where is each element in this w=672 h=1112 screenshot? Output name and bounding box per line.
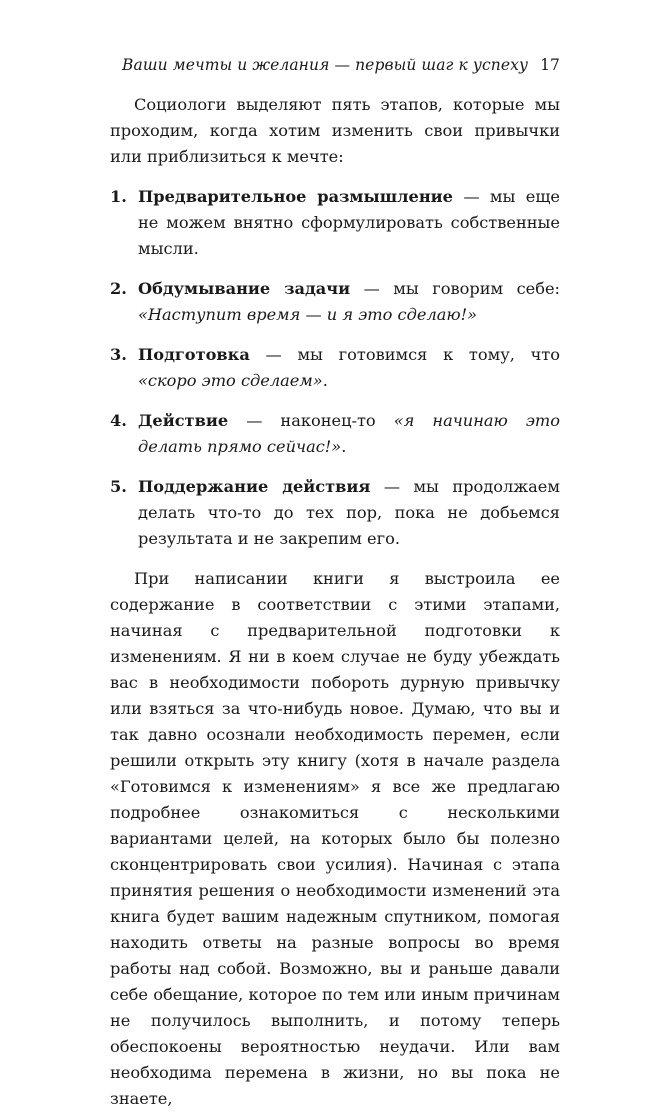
stage-tail: . (341, 437, 347, 456)
stage-number: 2. (110, 279, 127, 298)
stage-term: Предварительное размышление (138, 187, 453, 206)
stage-term: Действие (138, 411, 229, 430)
stage-tail: . (322, 371, 328, 390)
stage-quote: «я начинаю это делать прямо сейчас!» (138, 411, 560, 456)
stage-item (110, 474, 560, 552)
stage-item (110, 276, 560, 328)
running-header-title: Ваши мечты и желания — первый шаг к успеху (122, 56, 529, 74)
stages-list (110, 184, 560, 552)
stage-number: 3. (110, 345, 127, 364)
stage-number: 4. (110, 411, 127, 430)
stage-term: Поддержание действия (138, 477, 371, 496)
running-header (110, 56, 560, 74)
stage-text: — мы продолжаем делать что-то до тех пор, пока не добьемся результата и не закрепим его. (138, 477, 560, 548)
stage-quote: «скоро это сделаем» (138, 371, 323, 390)
stage-item (110, 342, 560, 394)
stage-number: 5. (110, 477, 127, 496)
body-paragraph: При написании книги я выстроила ее содержание в соответствии с этими этапами, начиная с предварительной подготовки к изменениям. Я ни в коем случае не буду убеждать вас в необходимости побороть дурную привычку или взяться за что-нибудь новое. Думаю, что вы и так давно осознали необходимость перемен, если решили открыть эту книгу (хотя в начале раздела «Готовимся к изменениям» я все же предлагаю подробнее ознакомиться с несколькими вариантами целей, на которых было бы полезно сконцентрировать свои усилия). Начиная с этапа принятия решения о необходимости изменений эта книга будет вашим надежным спутником, помогая находить ответы на разные вопросы во время работы над собой. Возможно, вы и раньше давали себе обещание, которое по тем или иным причинам не получилось выполнить, и потому теперь обеспокоены вероятностью неудачи. Или вам необходима перемена в жизни, но вы пока не знаете, (110, 569, 560, 1108)
stage-text: — мы еще не можем внятно сформулировать собственные мысли. (138, 187, 560, 258)
stage-item (110, 184, 560, 262)
stage-quote: «Наступит время — и я это сделаю!» (138, 305, 478, 324)
stage-term: Подготовка (138, 345, 250, 364)
stage-item (110, 408, 560, 460)
stage-text: — мы говорим себе: (350, 279, 560, 298)
stage-number: 1. (110, 187, 127, 206)
page-content (110, 92, 560, 1112)
page-number: 17 (540, 56, 560, 74)
stage-text: — мы готовимся к тому, что (249, 345, 560, 364)
stage-term: Обдумывание задачи (138, 279, 351, 298)
stage-text: — наконец-то (228, 411, 394, 430)
intro-paragraph: Социологи выделяют пять этапов, которые мы проходим, когда хотим изменить свои привычки или приблизиться к мечте: (110, 95, 560, 166)
